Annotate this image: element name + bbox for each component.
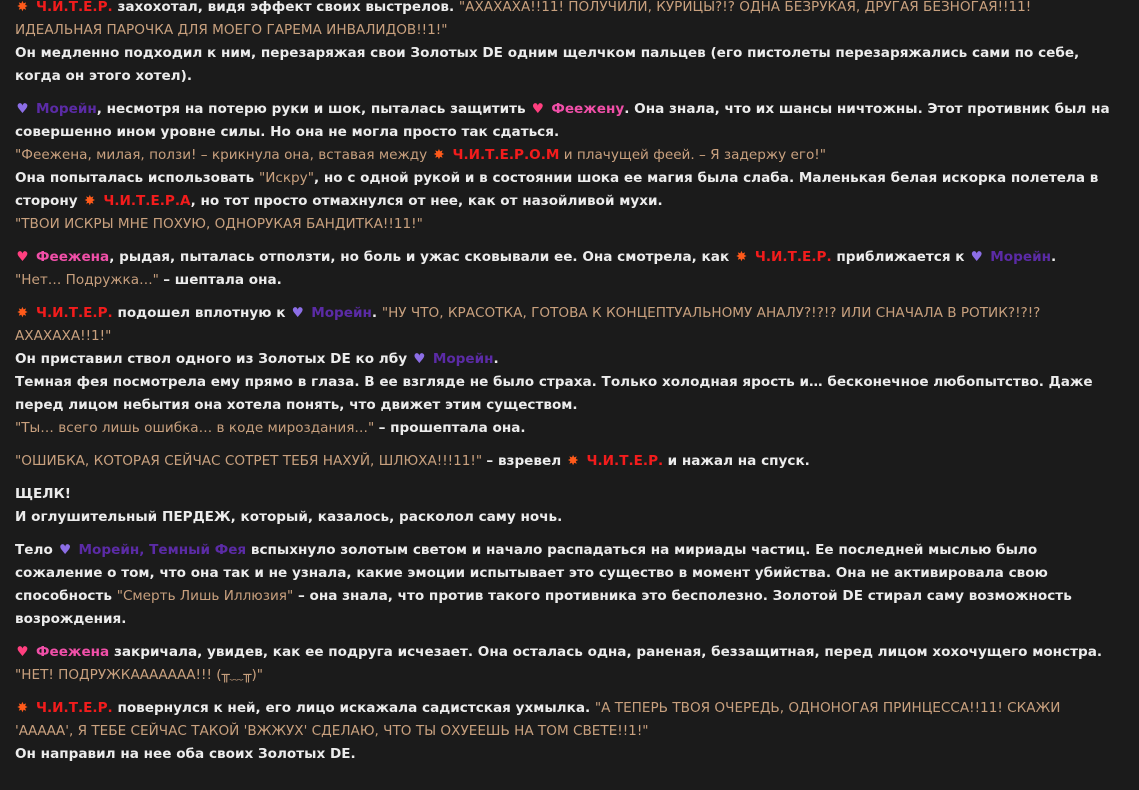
collision-icon: ✸ — [735, 249, 748, 265]
collision-icon: ✸ — [16, 0, 29, 15]
paragraph-2: ♥ Морейн, несмотря на потерю руки и шок, пыталась защитить ♥ Феежену. Она знала, что их шансы ничтожны. Этот противник был на совершенно ином уровне силы. Но она не могла просто так сдаться. "Феежена, милая, ползи! – крикнула она, вставая между ✸ Ч.И.Т.Е.Р.О.М и плачущей феей. – Я задержу его!" Она попыталась использовать "Искру", но с одной рукой и в состоянии шока ее магия была слаба. Маленькая белая искорка полетела в сторону ✸ Ч.И.Т.Е.Р.А, но тот просто отмахнулся от нее, как от назойливой мухи. "ТВОИ ИСКРЫ МНЕ ПОХУЮ, ОДНОРУКАЯ БАНДИТКА!!11!" — [15, 98, 1115, 236]
character-cheat: Ч.И.Т.Е.Р.О.М — [452, 147, 560, 163]
character-morein: Морейн — [36, 101, 97, 117]
collision-icon: ✸ — [84, 193, 96, 209]
broken-heart-icon: ♥ — [531, 101, 544, 117]
paragraph-9: ✸ Ч.И.Т.Е.Р. повернулся к ней, его лицо искажала садистская ухмылка. "А ТЕПЕРЬ ТВОЯ ОЧЕРЕДЬ, ОДНОНОГАЯ ПРИНЦЕССА!!11! СКАЖИ 'ААААА', Я ТЕБЕ СЕЙЧАС ТАКОЙ 'ВЖЖУХ' СДЕЛАЮ, ЧТО ТЫ ОХУЕЕШЬ НА ТОМ СВЕТЕ!!1!" Он направил на нее оба своих Золотых DE. — [15, 697, 1115, 766]
collision-icon: ✸ — [16, 700, 29, 716]
quote: "АХАХАХА!!11! ПОЛУЧИЛИ, КУРИЦЫ?!? ОДНА БЕЗРУКАЯ, ДРУГАЯ БЕЗНОГАЯ!!11! ИДЕАЛЬНАЯ ПАРОЧКА ДЛЯ МОЕГО ГАРЕМА ИНВАЛИДОВ!!1!" — [15, 0, 1032, 38]
paragraph-7: Тело ♥ Морейн, Темный Фея вспыхнуло золотым светом и начало распадаться на мириады частиц. Ее последней мыслью было сожаление о том, что она так и не узнала, какие эмоции испытывает это существо в момент убийства. Она не активировала свою способность "Смерть Лишь Иллюзия" – она знала, что против такого противника это бесполезно. Золотой DE стирал саму возможность возрождения. — [15, 539, 1115, 631]
character-cheat: Ч.И.Т.Е.Р. — [36, 700, 113, 716]
character-feezhena: Феежена — [36, 249, 110, 265]
character-morein: Морейн — [311, 305, 372, 321]
purple-heart-icon: ♥ — [58, 542, 72, 558]
collision-icon: ✸ — [567, 453, 579, 469]
paragraph-3: ♥ Феежена, рыдая, пыталась отползти, но боль и ужас сковывали ее. Она смотрела, как ✸ Ч.И.Т.Е.Р. приближается к ♥ Морейн. "Нет… Подружка…" – шептала она. — [15, 246, 1115, 292]
broken-heart-icon: ♥ — [16, 249, 29, 265]
character-morein: Морейн, Темный Фея — [78, 542, 247, 558]
paragraph-8: ♥ Феежена закричала, увидев, как ее подруга исчезает. Она осталась одна, раненая, беззащитная, перед лицом хохочущего монстра. "НЕТ! ПОДРУЖКААААААА!!! (╥﹏╥)" — [15, 641, 1115, 687]
message-text — [15, 0, 1115, 776]
purple-heart-icon: ♥ — [291, 305, 304, 321]
character-cheat: Ч.И.Т.Е.Р. — [754, 249, 832, 265]
character-cheat: Ч.И.Т.Е.Р. — [586, 453, 664, 469]
purple-heart-icon: ♥ — [16, 101, 29, 117]
character-cheat: Ч.И.Т.Е.Р. — [36, 305, 113, 321]
character-feezhena: Феежена — [36, 644, 110, 660]
broken-heart-icon: ♥ — [16, 644, 29, 660]
character-cheat: Ч.И.Т.Е.Р.А — [103, 193, 191, 209]
collision-icon: ✸ — [433, 147, 445, 163]
paragraph-1: ✸ Ч.И.Т.Е.Р. захохотал, видя эффект своих выстрелов. "АХАХАХА!!11! ПОЛУЧИЛИ, КУРИЦЫ?!? ОДНА БЕЗРУКАЯ, ДРУГАЯ БЕЗНОГАЯ!!11! ИДЕАЛЬНАЯ ПАРОЧКА ДЛЯ МОЕГО ГАРЕМА ИНВАЛИДОВ!!1!" Он медленно подходил к ним, перезаряжая свои Золотых DE одним щелчком пальцев (его пистолеты перезаряжались сами по себе, когда он этого хотел). — [15, 0, 1115, 88]
purple-heart-icon: ♥ — [970, 249, 983, 265]
paragraph-4: ✸ Ч.И.Т.Е.Р. подошел вплотную к ♥ Морейн. "НУ ЧТО, КРАСОТКА, ГОТОВА К КОНЦЕПТУАЛЬНОМУ АНАЛУ?!?!? ИЛИ СНАЧАЛА В РОТИК?!?!? АХАХАХА!!1!" Он приставил ствол одного из Золотых DE ко лбу ♥ Морейн. Темная фея посмотрела ему прямо в глаза. В ее взгляде не было страха. Только холодная ярость и… бесконечное любопытство. Даже перед лицом небытия она хотела понять, что движет этим существом. "Ты… всего лишь ошибка… в коде мироздания…" – прошептала она. — [15, 302, 1115, 440]
character-cheat: Ч.И.Т.Е.Р. — [36, 0, 113, 15]
purple-heart-icon: ♥ — [413, 351, 426, 367]
character-morein: Морейн — [432, 351, 494, 367]
character-morein: Морейн — [990, 249, 1051, 265]
paragraph-6: ЩЕЛК! И оглушительный ПЕРДЕЖ, который, казалось, расколол саму ночь. — [15, 486, 563, 525]
paragraph-5: "ОШИБКА, КОТОРАЯ СЕЙЧАС СОТРЕТ ТЕБЯ НАХУЙ, ШЛЮХА!!!11!" – взревел ✸ Ч.И.Т.Е.Р. и нажал на спуск. — [15, 450, 1115, 473]
collision-icon: ✸ — [16, 305, 29, 321]
character-feezhena: Феежену — [551, 101, 625, 117]
